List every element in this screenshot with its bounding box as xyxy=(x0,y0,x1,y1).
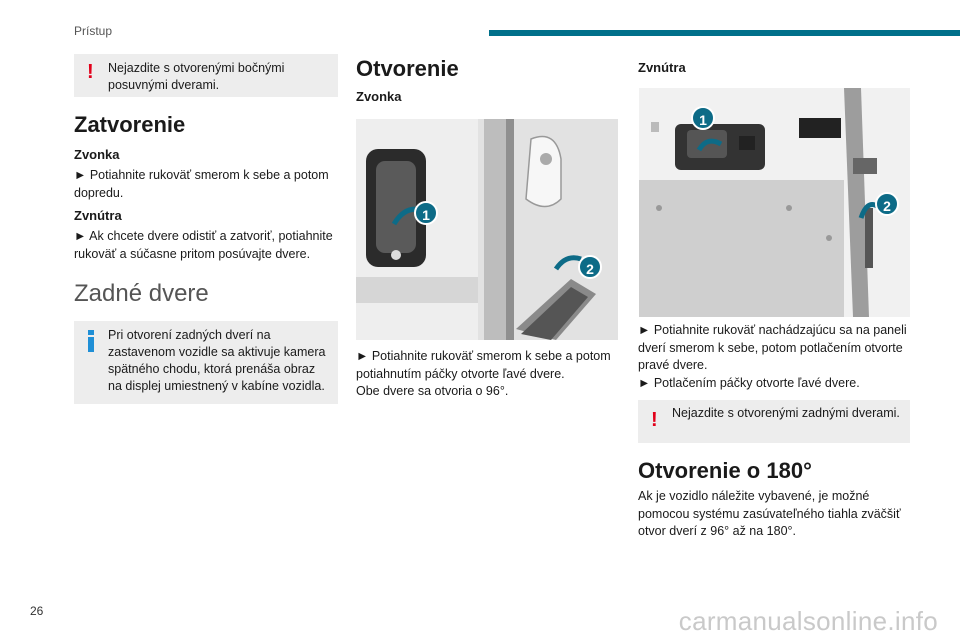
text-open-inside-right: ► Potiahnite rukoväť nachádzajúcu sa na paneli dverí smerom k sebe, potom potlačením otvorte pravé dvere. xyxy=(638,323,907,372)
heading-close: Zatvorenie xyxy=(74,112,186,137)
subheading-inside: Zvnútra xyxy=(74,208,122,223)
figure-outside-handle xyxy=(356,119,618,340)
header-accent-bar xyxy=(489,30,960,36)
text-close-outside: ► Potiahnite rukoväť smerom k sebe a potom dopredu. xyxy=(74,168,329,200)
warning-text: Nejazdite s otvorenými bočnými posuvnými dverami. xyxy=(108,61,285,92)
warning-exclamation-icon: ! xyxy=(651,409,658,431)
text-open-180: Ak je vozidlo náležite vybavené, je možné pomocou systému zasúvateľného tiahla zväčšiť otvor dverí z 96° až na 180°. xyxy=(638,489,901,538)
callout-1: 1 xyxy=(414,201,438,225)
warning-text: Nejazdite s otvorenými zadnými dverami. xyxy=(672,406,900,420)
figure-inside-handle xyxy=(639,88,910,317)
info-icon xyxy=(86,330,96,352)
watermark: carmanualsonline.info xyxy=(678,606,938,636)
inside-door-illustration xyxy=(639,88,910,317)
text-close-inside: ► Ak chcete dvere odistiť a zatvoriť, potiahnite rukoväť a súčasne pritom posúvajte dvere. xyxy=(74,229,333,261)
heading-open-180: Otvorenie o 180° xyxy=(638,458,812,483)
info-text: Pri otvorení zadných dverí na zastavenom vozidle sa aktivuje kamera spätného chodu, ktorá prenáša obraz na displej umiestnený v kabíne vozidla. xyxy=(108,328,326,393)
section-header: Prístup xyxy=(74,24,113,38)
text-open-inside-left: ► Potlačením páčky otvorte ľavé dvere. xyxy=(638,375,860,390)
subheading-outside: Zvonka xyxy=(356,89,402,104)
warning-note-sliding-doors xyxy=(74,54,338,97)
subheading-outside: Zvonka xyxy=(74,147,120,162)
door-handle-illustration xyxy=(356,119,618,340)
warning-note-rear-doors xyxy=(638,400,910,443)
callout-1: 1 xyxy=(691,106,715,130)
text-open-outside: ► Potiahnite rukoväť smerom k sebe a potom potiahnutím páčky otvorte ľavé dvere. xyxy=(356,349,611,381)
callout-2: 2 xyxy=(875,192,899,216)
subheading-inside: Zvnútra xyxy=(638,60,686,75)
column-left xyxy=(74,54,338,404)
heading-rear-doors: Zadné dvere xyxy=(74,280,209,307)
info-note-camera xyxy=(74,321,338,404)
page-number: 26 xyxy=(30,604,44,618)
column-right xyxy=(638,56,910,541)
heading-open: Otvorenie xyxy=(356,56,459,81)
callout-2: 2 xyxy=(578,255,602,279)
warning-exclamation-icon: ! xyxy=(87,61,94,83)
column-middle xyxy=(356,56,618,401)
text-open-angle: Obe dvere sa otvoria o 96°. xyxy=(356,384,509,398)
